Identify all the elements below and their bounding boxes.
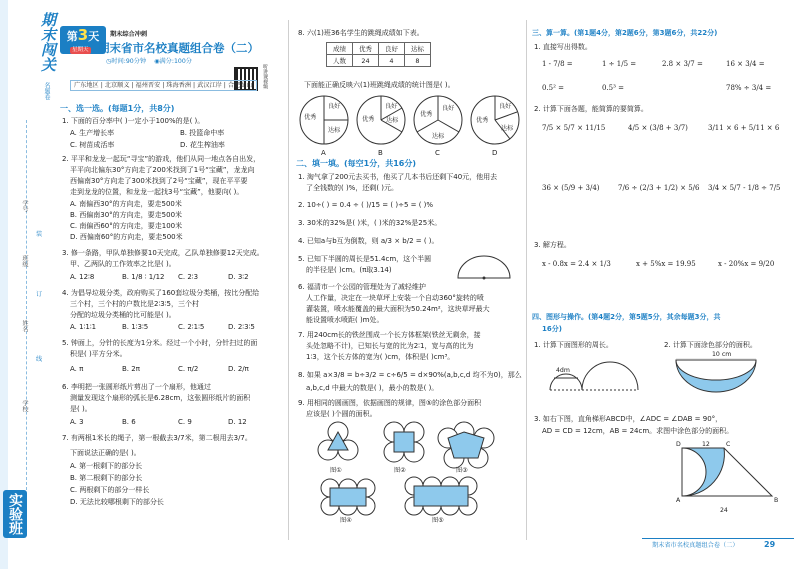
f7-line: 头处忽略不计)，已知长与宽的比为2∶1，宽与高的比为 [306, 342, 474, 350]
brand-logo: 实验班 [3, 490, 27, 538]
q4-option-d: D. 2∶3∶5 [228, 323, 255, 331]
q3-option-a: A. 12∶8 [70, 273, 95, 281]
q3-line: 甲、乙两队的工作效率之比是( )。 [70, 260, 176, 268]
q7-option-a: A. 第一根剩下的部分长 [70, 462, 143, 470]
q1-option-b: B. 投篮命中率 [180, 129, 225, 137]
c3-title: 3. 解方程。 [534, 241, 571, 249]
f8-line: a,b,c,d 中最大的数是( )，最小的数是( )。 [306, 384, 439, 392]
c3-item: x + 5%x = 19.95 [636, 260, 696, 268]
c2-item: 7/5 × 5/7 × 11/15 [542, 124, 606, 132]
q2-line: 走到龙龙的位置，和龙龙一起找3号“宝藏”，他要向( )。 [70, 188, 244, 196]
perimeter-figure [540, 350, 650, 400]
q3-option-c: C. 2∶3 [178, 273, 199, 281]
f5-line: 5. 已知下半圆的周长是51.4cm，这个半圆 [298, 255, 432, 263]
part2-title: 二、填一填。(每空1分，共16分) [296, 159, 417, 168]
f7-line: 7. 用240cm长的铁丝围成一个长方体框架(铁丝无剩余，接 [298, 331, 481, 339]
table-cell: 8 [405, 55, 431, 67]
figure-2-label: 图② [394, 467, 406, 474]
q5-option-d: D. 2/π [228, 365, 249, 373]
table-header: 优秀 [353, 43, 379, 55]
day-number: 3 [77, 26, 89, 44]
q6-line: 测量发现这个扇形的弧长是6.28cm，这张圆形纸片的面积 [70, 394, 251, 402]
table-cell: 4 [379, 55, 405, 67]
q3-option-d: D. 3∶2 [228, 273, 249, 281]
q7-option-d: D. 无法比较哪根剩下的部分长 [70, 498, 164, 506]
qr-caption: 听讲课视频 [262, 64, 268, 89]
f6-line: 能设置喷水喷距( )m处。 [306, 316, 384, 324]
page-number: 29 [764, 540, 776, 549]
clock-icon: ◷ [106, 58, 112, 65]
side-dc-length: 12 [702, 441, 710, 448]
figure-4 [321, 479, 375, 515]
q2-line: 平平向北偏东30°方向走了200米找到了1号“宝藏”，龙龙向 [70, 166, 255, 174]
q5-option-a: A. π [70, 365, 84, 373]
field-school: 学校 [21, 400, 28, 413]
pie-option-d: D [492, 149, 498, 157]
part1-title: 一、选一选。(每题1分，共8分) [60, 104, 175, 113]
f6-line: 6. 福清市一个公园的管理处为了减轻维护 [298, 283, 426, 291]
q1-option-a: A. 生产增长率 [70, 129, 115, 137]
table-cell: 24 [353, 55, 379, 67]
c2-item: 7/6 ÷ (2/3 + 1/2) × 5/6 [618, 184, 700, 192]
vertex-b: B [774, 497, 779, 504]
c3-item: x - 20%x = 9/20 [718, 260, 775, 268]
day-suffix: 天 [88, 30, 100, 43]
pie-option-a: A [321, 149, 326, 157]
sidebar [0, 0, 58, 569]
c1-item: 1 - 7/8 = [542, 60, 573, 68]
q5-line: 积是( )平方分米。 [70, 350, 127, 358]
f8-line: 8. 如果 a×3/8 = b÷3/2 = c÷6/5 = d×90%(a,b,c,d 均不为0)，那么 [298, 371, 522, 379]
pie-a-label-good: 良好 [328, 103, 341, 110]
circle-pattern-figures [316, 420, 516, 530]
column-divider [526, 20, 527, 540]
pie-c-label-excellent: 优秀 [420, 111, 433, 118]
f9-line: 应该是( )个圆的面积。 [306, 410, 377, 418]
g2-dimension: 10 cm [712, 351, 732, 358]
q1-option-c: C. 树苗成活率 [70, 141, 115, 149]
field-class: 班级 [21, 255, 28, 268]
column-left [60, 0, 282, 569]
c1-title: 1. 直接写出得数。 [534, 43, 592, 51]
f7-line: 1∶3，这个长方体的宽为( )cm，体积是( )cm³。 [306, 353, 455, 361]
category: 期末综合冲刺 [110, 31, 148, 38]
f1-line: 了全钱数的( )%，还剩( )元。 [306, 184, 399, 192]
q4-option-a: A. 1∶1∶1 [70, 323, 97, 331]
table-header: 达标 [405, 43, 431, 55]
c1-item: 16 × 3/4 = [726, 60, 765, 68]
q5-line: 5. 钟面上，分针的长度为1分米。经过一个小时，分针扫过的面 [62, 339, 258, 347]
pie-a-label-excellent: 优秀 [304, 114, 317, 121]
series-subtitle: 名题卷 [43, 82, 50, 100]
figure-1-label: 图① [330, 467, 342, 474]
pie-d-label-pass: 达标 [501, 125, 514, 132]
f5-line: 的半径是( )cm。(π取3.14) [306, 266, 392, 274]
field-name: 姓名 [21, 320, 28, 333]
table-row-label: 人数 [327, 55, 353, 67]
pie-c-label-good: 良好 [442, 105, 455, 112]
f4-text: 4. 已知a与b互为倒数，则 a/3 × b/2 = ( )。 [298, 237, 439, 245]
q2-option-c: C. 南偏西60°的方向走，要走100米 [70, 222, 183, 230]
table-header: 成绩 [327, 43, 353, 55]
seal-a: 装 [36, 231, 43, 238]
c1-item: 1 ÷ 1/5 = [602, 60, 637, 68]
q6-option-c: C. 9 [178, 418, 192, 426]
q6-option-d: D. 12 [228, 418, 247, 426]
pie-c-label-pass: 达标 [432, 133, 445, 140]
figure-3-label: 图③ [456, 467, 468, 474]
pie-d-label-good: 良好 [499, 103, 512, 110]
q3-option-b: B. 1/8 ∶ 1/12 [122, 273, 165, 281]
pie-b-label-excellent: 优秀 [362, 116, 375, 123]
field-number: 学号 [21, 200, 28, 213]
f1-line: 1. 淘气拿了200元去买书，他买了几本书后还剩下40元，他用去 [298, 173, 498, 181]
c2-item: 3/4 × 5/7 - 1/8 ÷ 7/5 [708, 184, 781, 192]
vertex-d: D [676, 441, 681, 448]
q4-option-c: C. 2∶1∶5 [178, 323, 205, 331]
f9-line: 9. 用相同的圆画图，依据画图的规律，图⑤的涂色部分面积 [298, 399, 482, 407]
q6-line: 是( )。 [70, 405, 92, 413]
q1-text: 1. 下面的百分率中( )一定小于100%的是( )。 [62, 117, 205, 125]
pie-b-label-good: 良好 [385, 103, 398, 110]
table-header: 良好 [379, 43, 405, 55]
side-ab-length: 24 [720, 507, 728, 514]
q1-option-d: D. 花生榨油率 [180, 141, 225, 149]
c2-item: 36 × (5/9 + 3/4) [542, 184, 600, 192]
q5-option-b: B. 2π [122, 365, 140, 373]
column-right [532, 0, 794, 569]
part4-title: 四、图形与操作。(第4题2分，第5题5分，其余每题3分，共 [532, 313, 721, 321]
figure-5 [405, 477, 477, 515]
g1-title: 1. 计算下面图形的周长。 [534, 341, 613, 349]
q4-line: 分配的垃圾分类桶的比可能是( )。 [70, 311, 176, 319]
page-title: 期末省市名校真题组合卷（二） [98, 41, 259, 55]
q6-option-b: B. 6 [122, 418, 136, 426]
part3-title: 三、算一算。(第1题4分，第2题6分，第3题6分，共22分) [532, 29, 718, 37]
series-title: 期末闯关 [39, 12, 57, 72]
score-icon: ◉ [154, 58, 160, 65]
pie-b-label-pass: 达标 [386, 117, 399, 124]
q6-option-a: A. 3 [70, 418, 84, 426]
q4-option-b: B. 1∶3∶5 [122, 323, 149, 331]
q8-intro: 8. 六(1)班36名学生的跳绳成绩如下表。 [298, 29, 424, 37]
figure-2 [384, 422, 424, 462]
vertex-c: C [726, 441, 731, 448]
pie-option-c: C [435, 149, 440, 157]
binding-line [26, 120, 27, 490]
part4-title-2: 16分) [542, 325, 562, 333]
c2-item: 3/11 × 6 + 5/11 × 6 [708, 124, 780, 132]
g1-dimension: 4dm [556, 367, 570, 374]
f6-line: 人工作量，决定在一块草坪上安装一个自动360°旋转的喷 [306, 294, 484, 302]
semicircle-figure [454, 252, 514, 282]
q3-line: 3. 修一条路，甲队单独修要10天完成，乙队单独修要12天完成。 [62, 249, 264, 257]
q2-option-b: B. 西偏南30°的方向走，要走500米 [70, 211, 183, 219]
pie-option-b: B [378, 149, 383, 157]
q4-line: 三个村，三个村的户数比是2∶3∶5，三个村 [70, 300, 200, 308]
weekday: 星期天 [72, 47, 89, 53]
g3-line: 3. 如右下图，直角梯形ABCD中，∠ADC = ∠DAB = 90°， [534, 415, 723, 423]
f2-text: 2. 10÷( ) = 0.4 ÷ ( )/15 = ( )÷5 = ( )% [298, 201, 434, 209]
column-middle [296, 0, 522, 569]
c1-item: 0.5² = [542, 84, 565, 92]
q7-option-c: C. 两根剩下的部分一样长 [70, 486, 150, 494]
q6-line: 6. 李明把一张圆形纸片剪出了一个扇形，他通过 [62, 383, 211, 391]
regions: 广东地区 | 北京顺义 | 福州晋安 | 珠海香洲 | 武汉江岸 | 合肥蜀山 [70, 80, 257, 91]
sidebar-accent-bar [0, 0, 8, 569]
q7-line: 7. 有两根1米长的绳子，第一根截去3/7米，第二根用去3/7。 [62, 434, 252, 442]
exam-time: ◷时间:90分钟 ◉满分:100分 [106, 58, 192, 65]
seal-c: 线 [36, 356, 43, 363]
c1-item: 78% ÷ 3/4 = [726, 84, 772, 92]
f3-text: 3. 30米的32%是( )米，( )米的32%是25米。 [298, 219, 442, 227]
c2-title: 2. 计算下面各题，能简算的要简算。 [534, 105, 648, 113]
day-prefix: 第 [66, 30, 78, 43]
c3-item: x - 0.8x = 2.4 × 1/3 [542, 260, 611, 268]
pie-d-label-excellent: 优秀 [476, 117, 489, 124]
c2-item: 4/5 × (3/8 + 3/7) [628, 124, 688, 132]
column-divider [288, 20, 289, 540]
c1-item: 0.5³ = [602, 84, 625, 92]
q7-option-b: B. 第二根剩下的部分长 [70, 474, 143, 482]
c1-item: 2.8 × 3/7 = [662, 60, 703, 68]
g2-title: 2. 计算下面涂色部分的面积。 [664, 341, 757, 349]
seal-b: 订 [36, 291, 43, 298]
figure-3 [438, 422, 494, 468]
g3-line: AD = CD = 12cm，AB = 24cm。求图中涂色部分的面积。 [542, 427, 734, 435]
q5-option-c: C. π/2 [178, 365, 199, 373]
q2-line: 2. 平平和龙龙一起玩“寻宝”的游戏，他们从同一地点各自出发， [62, 155, 261, 163]
figure-4-label: 图④ [340, 517, 352, 524]
q2-option-d: D. 西偏南60°的方向走，要走500米 [70, 233, 183, 241]
pie-a-label-pass: 达标 [328, 127, 341, 134]
vertex-a: A [676, 497, 681, 504]
q2-line: 西偏南30°方向走了300米找到了2号“宝藏”，现在平平要 [70, 177, 248, 185]
footer-title: 期末省市名校真题组合卷（二） [652, 542, 739, 549]
score-table [326, 42, 431, 67]
q2-option-a: A. 南偏西30°的方向走，要走500米 [70, 200, 182, 208]
trapezoid-figure [672, 440, 782, 506]
f6-line: 灌装置，喷水能覆盖的最大面积为50.24m²，这块草坪最大 [306, 305, 490, 313]
q4-line: 4. 为倡导垃圾分类，政府购买了160套垃圾分类桶，按比分配给 [62, 289, 260, 297]
figure-5-label: 图⑤ [432, 517, 444, 524]
figure-1 [318, 422, 358, 460]
q8-ask: 下面能正确反映六(1)班跳绳成绩的统计图是( )。 [304, 81, 455, 89]
q7-line: 下面说法正确的是( )。 [70, 449, 141, 457]
